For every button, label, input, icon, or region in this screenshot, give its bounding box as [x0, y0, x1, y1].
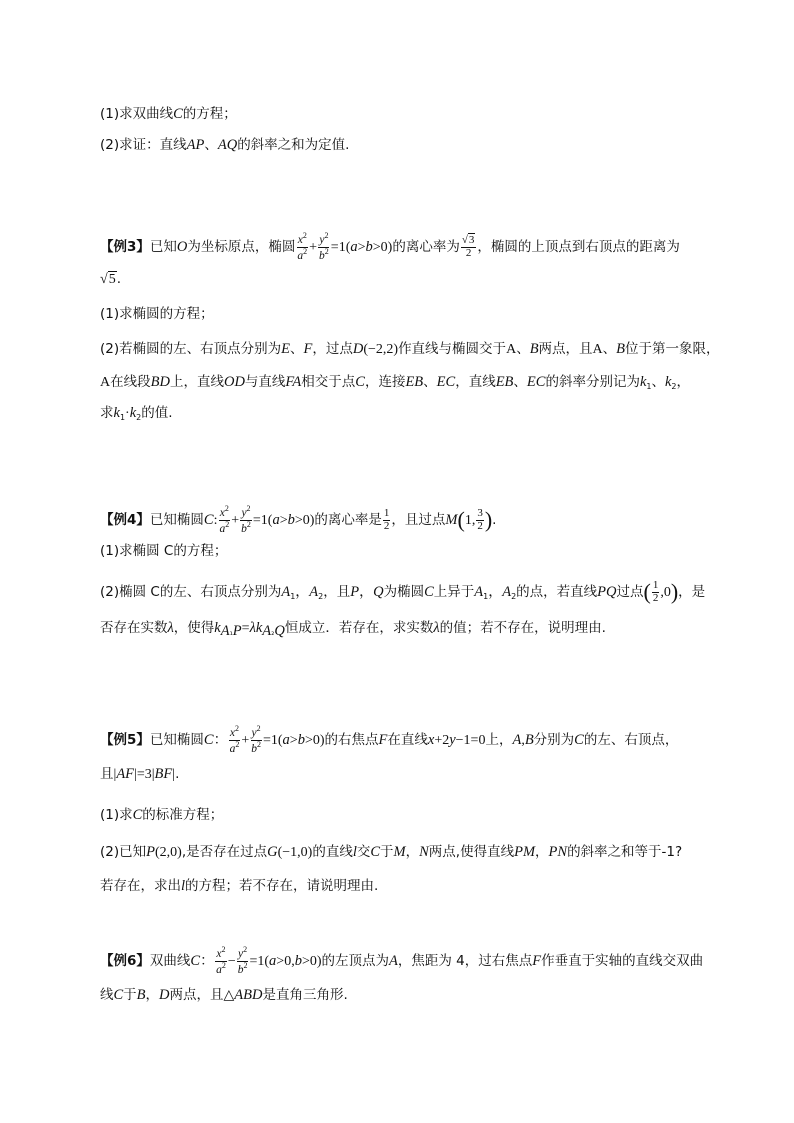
example-3-part-2-cont: A在线段BD上，直线OD与直线FA相交于点C，连接EB、EC，直线EB、EC的斜率分别记为$k_1$、$k_2$， [100, 374, 691, 391]
example-5-label: 【例5】 [100, 732, 150, 749]
prev-question-part-2: (2)求证：直线AP、AQ的斜率之和为定值. [100, 137, 350, 153]
example-5-stem: 【例5】已知椭圆C： $\frac{x^2}{a^2}$ + $\frac{y^2}{b^2}$ =1(a>b>0)的右焦点F在直线x+2y−1=0上，A,B分别为C的左、右顶点， [100, 724, 679, 755]
example-3-part-1: (1)求椭圆的方程； [100, 306, 214, 322]
example-6-stem-cont: 线C于B，D两点，且△ABD是直角三角形. [100, 987, 348, 1003]
example-5-part-2: (2)已知P(2,0),是否存在过点G(−1,0)的直线l交C于M，N两点,使得直线PM，PN的斜率之和等于-1? [100, 844, 683, 860]
example-3-label: 【例3】 [100, 239, 150, 256]
prev-question-part-1: (1)求双曲线C的方程； [100, 106, 237, 122]
example-4-part-2-cont: 否存在实数λ，使得$k_{A_1P}=\lambda k_{A_2Q}$恒成立．若存在，求实数λ的值；若不存在，说明理由. [100, 620, 606, 639]
example-3-stem-cont: √5. [100, 271, 121, 287]
example-4-part-2: (2)椭圆 C的左、右顶点分别为$A_1$，$A_2$，且P，Q为椭圆C上异于$A_1$，$A_2$的点，若直线PQ过点( $\frac{1}{2}$ ,0)，是 [100, 579, 706, 605]
example-3-stem: 【例3】已知O为坐标原点，椭圆 $\frac{x^2}{a^2}$ + $\frac{y^2}{b^2}$ =1(a>b>0)的离心率为 $\frac{√3}{2}$ ，椭圆的上顶点到右顶点的距离为 [100, 231, 680, 262]
example-4-label: 【例4】 [100, 512, 150, 529]
example-5-part-1: (1)求C的标准方程； [100, 807, 224, 823]
example-4-part-1: (1)求椭圆 C的方程； [100, 543, 228, 559]
example-4-stem: 【例4】已知椭圆C: $\frac{x^2}{a^2}$ + $\frac{y^2}{b^2}$ =1(a>b>0)的离心率是 $\frac{1}{2}$ ，且过点M(1, $\frac{3}{2}$ ). [100, 504, 497, 535]
example-5-part-2-cont: 若存在，求出l的方程；若不存在，请说明理由. [100, 878, 379, 894]
example-6-stem: 【例6】双曲线C： $\frac{x^2}{a^2}$ − $\frac{y^2}{b^2}$ =1(a>0,b>0)的左顶点为A，焦距为 4，过右焦点F作垂直于实轴的直线交双曲 [100, 945, 704, 976]
example-6-label: 【例6】 [100, 953, 150, 970]
example-3-part-2-end: 求$k_1\cdot k_2$的值. [100, 405, 173, 422]
example-3-part-2: (2)若椭圆的左、右顶点分别为E、F，过点D(−2,2)作直线与椭圆交于A、B两点，且A、B位于第一象限， [100, 341, 720, 357]
example-5-stem-cont: 且|AF|=3|BF|. [100, 766, 180, 782]
